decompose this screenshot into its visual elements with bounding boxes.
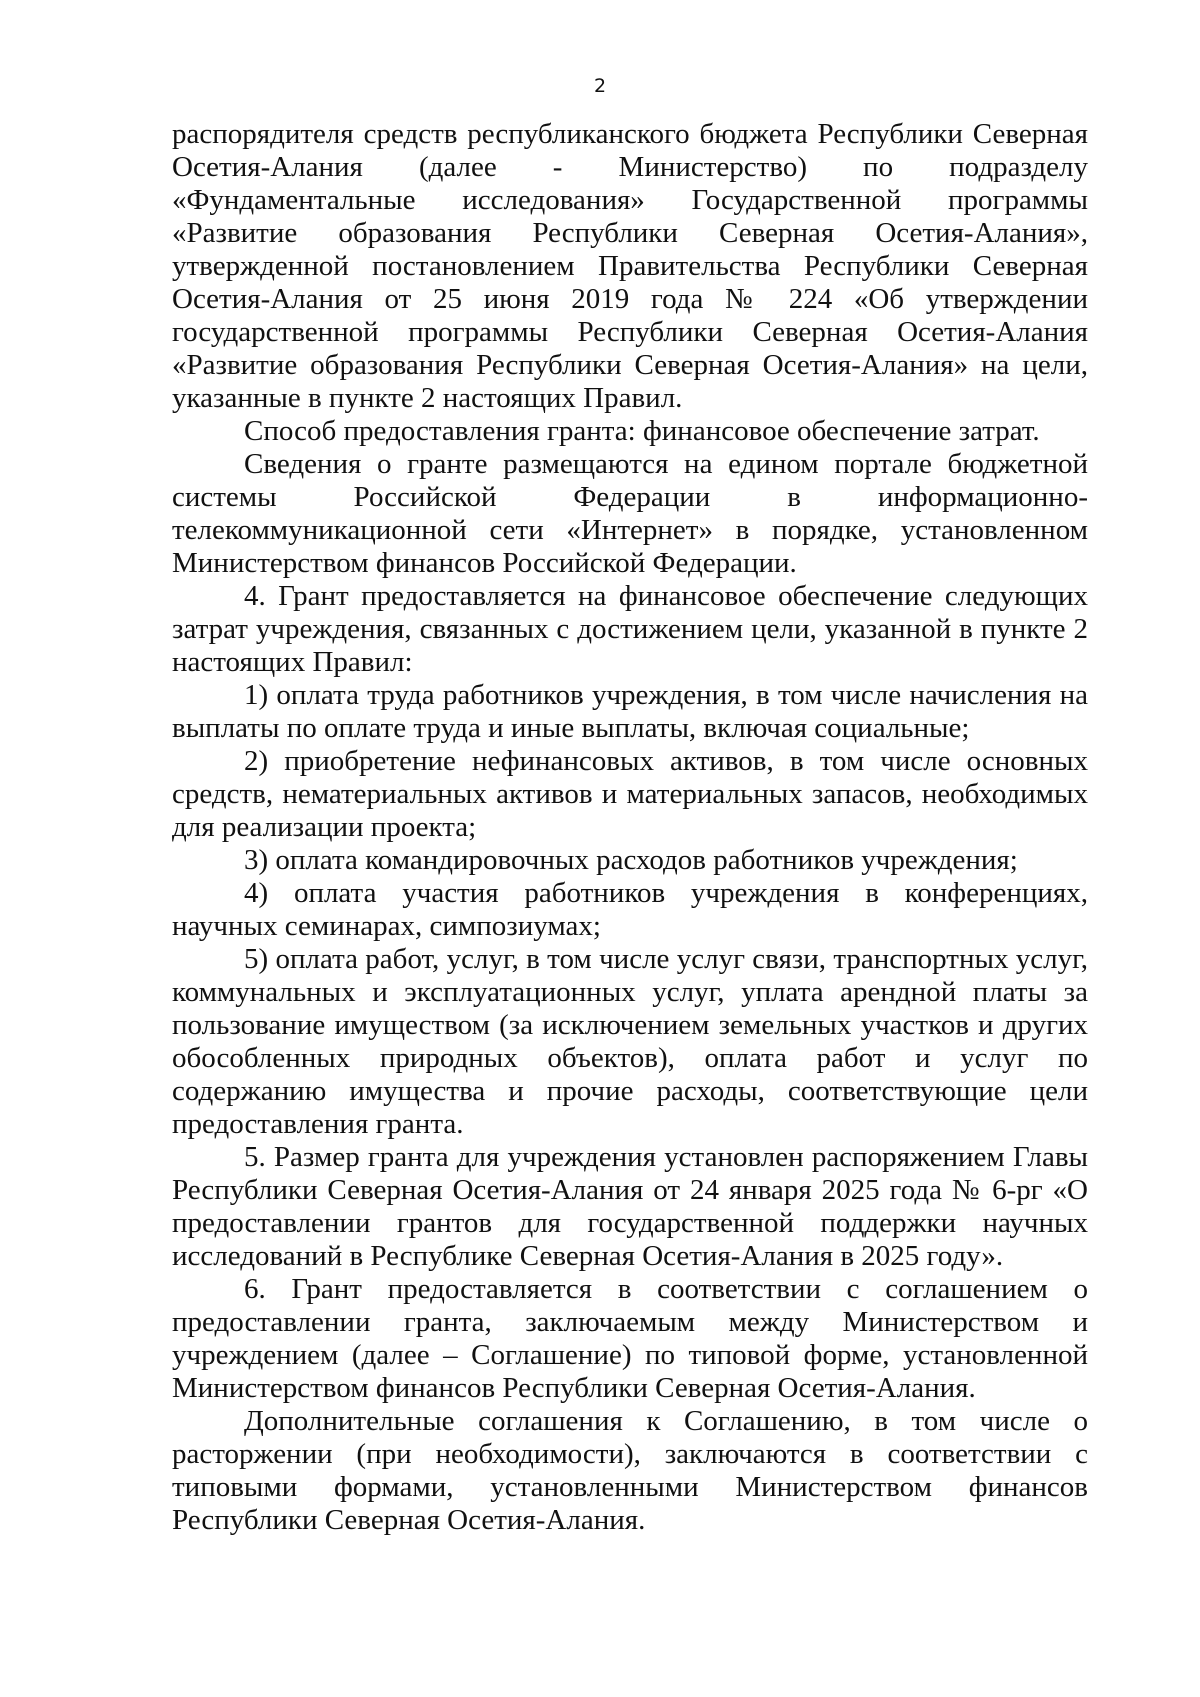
paragraph-item-6: 6. Грант предоставляется в соответствии с соглашением о предоставлении гранта, заключаемым между Министерством и учреждением (далее – Соглашение) по типовой форме, установленной Министерством финансов Республики Северная Осетия-Алания.	[172, 1273, 1088, 1404]
list-item-4: 4) оплата участия работников учреждения в конференциях, научных семинарах, симпозиумах;	[172, 877, 1088, 942]
list-item-3: 3) оплата командировочных расходов работников учреждения;	[244, 844, 1018, 876]
paragraph-continuation: распорядителя средств республиканского бюджета Республики Северная Осетия-Алания (далее - Министерство) по подразделу «Фундаментальные исследования» Государственной программы «Развитие образования Республики Северная Осетия-Алания», утвержденной постановлением Правительства Республики Северная Осетия-Алания от 25 июня 2019 года № 224 «Об утверждении государственной программы Республики Северная Осетия-Алания «Развитие образования Республики Северная Осетия-Алания» на цели, указанные в пункте 2 настоящих Правил.	[172, 118, 1088, 414]
document-body	[172, 118, 1088, 1537]
list-item-1: 1) оплата труда работников учреждения, в том числе начисления на выплаты по оплате труда и иные выплаты, включая социальные;	[172, 679, 1088, 744]
paragraph-item-5: 5. Размер гранта для учреждения установлен распоряжением Главы Республики Северная Осетия-Алания от 24 января 2025 года № 6-рг «О предоставлении грантов для государственной поддержки научных исследований в Республике Северная Осетия-Алания в 2025 году».	[172, 1141, 1088, 1272]
list-item-2: 2) приобретение нефинансовых активов, в том числе основных средств, нематериальных активов и материальных запасов, необходимых для реализации проекта;	[172, 745, 1088, 843]
paragraph-grant-method: Способ предоставления гранта: финансовое обеспечение затрат.	[244, 415, 1040, 447]
paragraph-grant-info: Сведения о гранте размещаются на едином портале бюджетной системы Российской Федерации в информационно-телекоммуникационной сети «Интернет» в порядке, установленном Министерством финансов Российской Федерации.	[172, 448, 1088, 579]
page-number: 2	[593, 75, 607, 97]
paragraph-item-4: 4. Грант предоставляется на финансовое обеспечение следующих затрат учреждения, связанных с достижением цели, указанной в пункте 2 настоящих Правил:	[172, 580, 1088, 678]
list-item-5: 5) оплата работ, услуг, в том числе услуг связи, транспортных услуг, коммунальных и эксплуатационных услуг, уплата арендной платы за пользование имуществом (за исключением земельных участков и других обособленных природных объектов), оплата работ и услуг по содержанию имущества и прочие расходы, соответствующие цели предоставления гранта.	[172, 943, 1088, 1140]
paragraph-additional-agreements: Дополнительные соглашения к Соглашению, в том числе о расторжении (при необходимости), заключаются в соответствии с типовыми формами, установленными Министерством финансов Республики Северная Осетия-Алания.	[172, 1405, 1088, 1536]
